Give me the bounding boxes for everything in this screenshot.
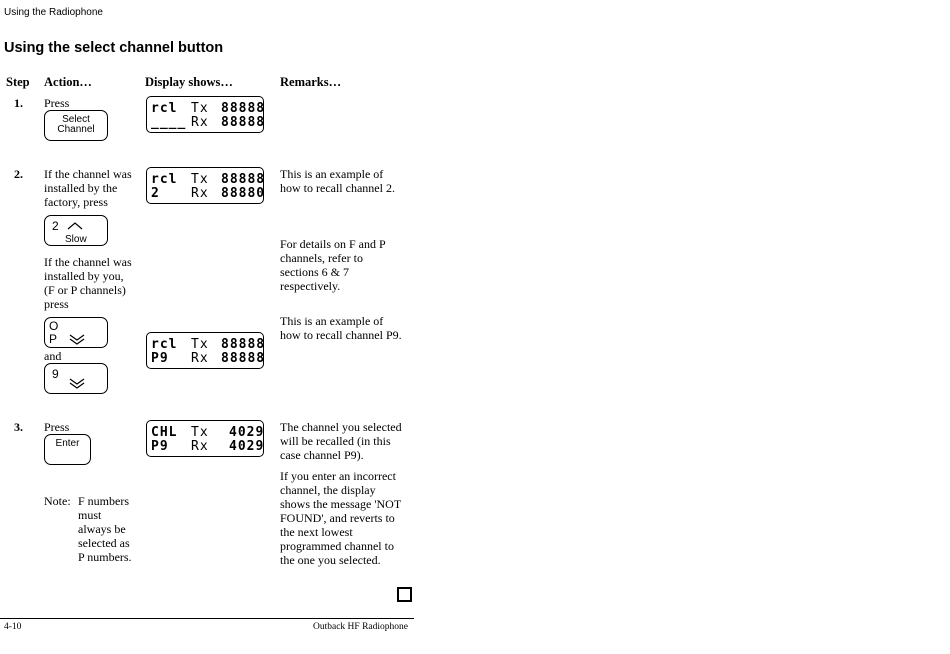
page-title: Using the select channel button xyxy=(4,40,224,56)
lcd-row1-mid: Tx xyxy=(191,425,209,440)
remark-paragraph xyxy=(280,469,401,567)
lcd-row1-right: 4029 xyxy=(229,425,265,440)
note-label: Note: xyxy=(44,494,71,508)
button-label: Enter xyxy=(55,438,80,449)
lcd-display xyxy=(146,332,264,369)
button-digit: 2 xyxy=(52,219,59,233)
lcd-row2-mid: Rx xyxy=(191,186,209,201)
column-heading-display: Display shows… xyxy=(145,75,233,89)
column-heading-step: Step xyxy=(6,75,30,89)
button-label-line2: P xyxy=(49,332,58,346)
remark-line: If you enter an incorrect xyxy=(280,469,396,483)
lcd-row1-right: 88888 xyxy=(221,337,266,352)
select-channel-button[interactable] xyxy=(44,110,108,141)
step-action-text: Press xyxy=(44,420,70,434)
note-line: always be xyxy=(78,522,126,536)
button-label-line1: O xyxy=(49,319,59,333)
lcd-row1-left: CHL xyxy=(151,425,178,440)
remark-paragraph xyxy=(280,167,395,195)
note-line: F numbers xyxy=(78,494,129,508)
lcd-row2-left: ____ xyxy=(151,115,187,130)
lcd-display xyxy=(146,167,264,204)
lcd-row2-left: 2 xyxy=(151,186,160,201)
double-chevron-down-icon xyxy=(69,378,85,389)
remark-line: programmed channel to xyxy=(280,539,394,553)
chevron-up-icon xyxy=(67,221,83,230)
lcd-row1-mid: Tx xyxy=(191,101,209,116)
step-number: 1. xyxy=(14,96,23,110)
step-action-text: If the channel was xyxy=(44,255,132,269)
remark-line: FOUND', and reverts to xyxy=(280,511,395,525)
step-action-text: installed by the xyxy=(44,181,118,195)
remark-line: sections 6 & 7 xyxy=(280,265,349,279)
lcd-display xyxy=(146,420,264,457)
op-button[interactable] xyxy=(44,317,108,348)
digit-9-button[interactable] xyxy=(44,363,108,394)
remark-line: how to recall channel P9. xyxy=(280,328,402,342)
remark-line: shows the message 'NOT xyxy=(280,497,402,511)
lcd-row1-mid: Tx xyxy=(191,172,209,187)
lcd-row2-right: 4029 xyxy=(229,439,265,454)
enter-button[interactable] xyxy=(44,434,91,465)
remark-line: This is an example of xyxy=(280,314,384,328)
lcd-row1-right: 88888 xyxy=(221,101,266,116)
lcd-row1-mid: Tx xyxy=(191,337,209,352)
lcd-row1-left: rcl xyxy=(151,172,178,187)
lcd-row2-mid: Rx xyxy=(191,351,209,366)
remark-paragraph xyxy=(280,420,402,462)
remark-line: For details on F and P xyxy=(280,237,386,251)
lcd-row2-right: 88888 xyxy=(221,351,266,366)
running-head: Using the Radiophone xyxy=(4,7,103,18)
note-body xyxy=(78,494,132,564)
double-chevron-down-icon xyxy=(69,334,85,345)
column-heading-remarks: Remarks… xyxy=(280,75,342,89)
remark-line: how to recall channel 2. xyxy=(280,181,395,195)
remark-line: case channel P9). xyxy=(280,448,364,462)
remark-line: the one you selected. xyxy=(280,553,381,567)
step-number: 3. xyxy=(14,420,23,434)
remark-line: The channel you selected xyxy=(280,420,402,434)
button-label: Slow xyxy=(65,234,87,245)
button-label-line2: Channel xyxy=(57,124,95,135)
slow-2-button[interactable] xyxy=(44,215,108,246)
remark-line: This is an example of xyxy=(280,167,384,181)
remark-line: channels, refer to xyxy=(280,251,363,265)
note-line: selected as xyxy=(78,536,130,550)
step-number: 2. xyxy=(14,167,23,181)
button-label-line1: Select xyxy=(62,114,90,125)
step-action-text: Press xyxy=(44,96,70,110)
lcd-row2-left: P9 xyxy=(151,439,169,454)
step-action-text: If the channel was xyxy=(44,167,132,181)
lcd-row1-left: rcl xyxy=(151,101,178,116)
lcd-row2-mid: Rx xyxy=(191,439,209,454)
lcd-row1-left: rcl xyxy=(151,337,178,352)
column-heading-action: Action… xyxy=(44,75,92,89)
button-digit: 9 xyxy=(52,367,59,381)
lcd-row2-right: 88880 xyxy=(221,186,266,201)
lcd-row1-right: 88888 xyxy=(221,172,266,187)
note-line: must xyxy=(78,508,102,522)
remark-line: channel, the display xyxy=(280,483,376,497)
lcd-display xyxy=(146,96,264,133)
step-action-text: factory, press xyxy=(44,195,108,209)
lcd-row2-right: 88888 xyxy=(221,115,266,130)
remark-line: respectively. xyxy=(280,279,341,293)
remark-paragraph xyxy=(280,314,402,342)
step-action-text: press xyxy=(44,297,69,311)
remark-line: the next lowest xyxy=(280,525,353,539)
remark-paragraph xyxy=(280,237,386,293)
remark-line: will be recalled (in this xyxy=(280,434,391,448)
and-text: and xyxy=(44,349,62,363)
footer-page-number: 4-10 xyxy=(4,622,22,632)
footer-product-name: Outback HF Radiophone xyxy=(313,622,408,632)
note-line: P numbers. xyxy=(78,550,132,564)
lcd-row2-left: P9 xyxy=(151,351,169,366)
step-action-text: installed by you, xyxy=(44,269,124,283)
end-of-section-box-icon xyxy=(397,587,412,602)
footer-divider xyxy=(0,618,414,619)
step-action-text: (F or P channels) xyxy=(44,283,126,297)
lcd-row2-mid: Rx xyxy=(191,115,209,130)
